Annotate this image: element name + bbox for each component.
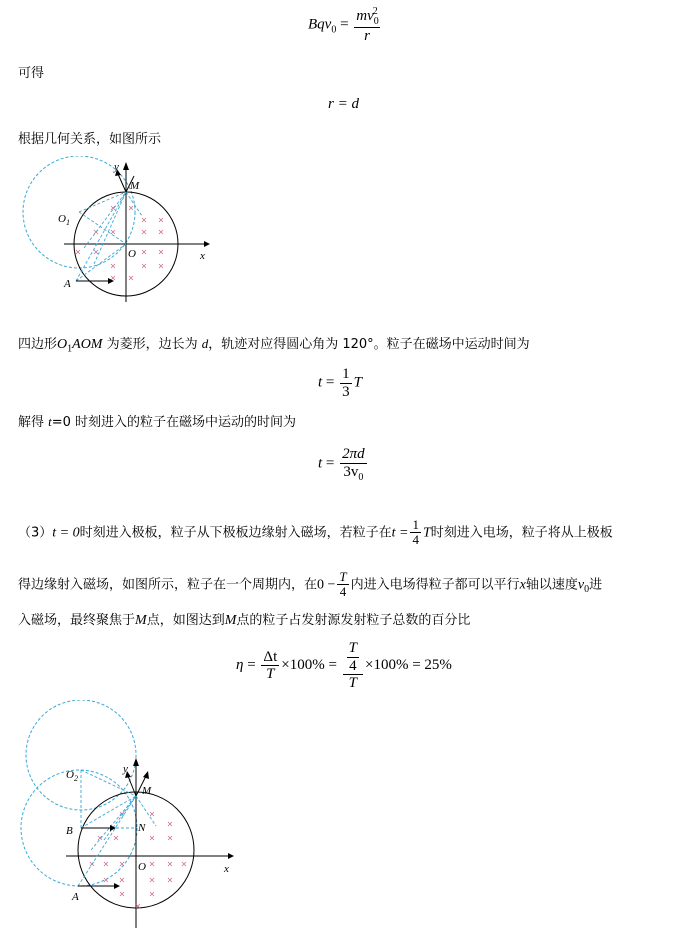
para3-line3-a: 入磁场，最终聚焦于 [18, 613, 136, 628]
text-geometry-intro: 根据几何关系，如图所示 [18, 132, 162, 147]
para3-line2-v-sub: 0 [584, 583, 590, 595]
fig2-y-arrow-icon [133, 758, 139, 766]
text4-pre: 解得 [18, 415, 49, 430]
para3-line1-T: T [422, 525, 431, 541]
para3-line3-m: M [135, 613, 147, 628]
para3-line3 [18, 612, 470, 630]
eq3-num: 1 [342, 366, 350, 382]
text-solve-time [18, 414, 296, 432]
text4-post: =0 时刻进入的粒子在磁场中运动的时间为 [51, 415, 297, 430]
eq1-equals: = [340, 16, 349, 33]
para3-line1-c: 时刻进入极板，粒子从下极板边缘射入磁场，若粒子在 [79, 525, 392, 541]
text-kede: 可得 [18, 66, 45, 81]
para3-line1-num: 1 [412, 517, 419, 532]
text4-t: t [48, 414, 52, 429]
fig1-label-o1: $O_1$ [58, 213, 70, 227]
eq1-lhs-sub: 0 [331, 24, 337, 36]
text-rhombus-description [18, 336, 530, 356]
fig2-label-o2: $O_2$ [66, 769, 78, 783]
eq3-tail: T [353, 374, 362, 391]
eq1-num-sup: 2 [372, 6, 378, 17]
eq5-times2: ×100% = 25% [365, 657, 452, 674]
eq1-den: r [364, 28, 370, 44]
text3-pre: 四边形 [18, 337, 58, 352]
fig2-x-arrow-icon [228, 853, 234, 859]
eq1-lhs: Bqv [308, 16, 332, 33]
eq3-fraction [340, 366, 352, 400]
figure-1-trajectory-diagram [14, 156, 214, 306]
eq4-den: 3v [343, 463, 359, 480]
eq5-f2-num-den: 4 [349, 657, 357, 674]
equation-t-one-third-T [318, 366, 362, 400]
equation-r-equals-d: r = d [328, 96, 359, 112]
para3-line2-b: 0 − [317, 577, 336, 593]
fig2-label-o: O [138, 861, 146, 873]
eq5-fraction-2 [343, 640, 363, 692]
fig1-label-x: x [200, 250, 205, 262]
eq1-num: mv [356, 8, 374, 24]
fig2-label-x: x [224, 863, 229, 875]
fig1-label-o: O [128, 248, 136, 260]
text3-post2: ，轨迹对应得圆心角为 120°。粒子在磁场中运动时间为 [208, 337, 530, 352]
para3-line2-num: T [339, 569, 347, 584]
eq4-fraction [340, 446, 367, 483]
eq3-equals: = [325, 374, 335, 391]
fig2-velocity-arrow-m-left [128, 776, 136, 796]
equation-lorentz-centripetal [308, 6, 382, 45]
fig2-label-a: A [72, 891, 79, 903]
para3-line2-fraction [337, 570, 348, 600]
fig2-label-b: B [66, 825, 73, 837]
fig2-label-n: N [138, 822, 146, 834]
fig2-dashed-orbit-lower [21, 770, 137, 886]
eq4-lhs: t [318, 455, 323, 472]
fig1-arrowhead-a-icon [108, 278, 114, 284]
para3-line2-d: 轴以速度 [525, 577, 578, 593]
eq3-den: 3 [342, 383, 350, 400]
fig2-arrowhead-a-icon [114, 883, 120, 889]
para3-line1-den: 4 [412, 532, 419, 548]
equation-eta-percentage [236, 640, 452, 692]
para3-line1-t0: t = 0 [52, 525, 80, 541]
para3-line3-c: 点的粒子占发射源发射粒子总数的百分比 [236, 613, 471, 628]
para3-line2-c: 内进入电场得粒子都可以平行 [350, 577, 520, 593]
fig2-arrowhead-b-icon [110, 825, 116, 831]
eq5-times1: ×100% = [281, 657, 337, 674]
eq4-equals: = [325, 455, 335, 472]
text3-math-sub: 1 [67, 343, 73, 355]
fig1-field-crosses [76, 206, 163, 280]
eq5-f1-den: T [266, 666, 275, 683]
para3-line1-a: （3） [18, 525, 53, 541]
fig1-label-y: y [114, 161, 119, 173]
eq4-num: 2πd [342, 446, 365, 462]
text3-d: d [201, 336, 209, 351]
para3-line1-fraction [410, 518, 421, 548]
para3-line2-den: 4 [339, 584, 347, 600]
para3-line2-e: 进 [589, 577, 603, 593]
eq1-num-sub: 0 [373, 16, 379, 27]
fig2-label-y: y [123, 763, 128, 775]
eq5-f1-num: Δt [263, 648, 278, 665]
eq5-fraction-1 [261, 649, 279, 683]
eq5-f2-den: T [348, 675, 358, 691]
equation-t-2pid-3v0 [318, 446, 369, 483]
text3-math-o: O [57, 337, 68, 352]
eq5-f2-num-num: T [348, 640, 358, 656]
text3-post: 为菱形，边长为 [102, 337, 202, 352]
para3-line1-t: t = [391, 525, 409, 541]
fig1-y-arrow-icon [123, 162, 129, 170]
fig1-label-m: M [130, 180, 140, 192]
fig2-arrowhead-m-right-icon [143, 771, 149, 779]
para3-line3-b: 点，如图达到 [146, 613, 225, 628]
para3-line3-m2: M [224, 613, 237, 628]
eq1-fraction [354, 6, 380, 45]
eq4-den-sub: 0 [358, 471, 364, 483]
fig2-label-m: M [142, 785, 152, 797]
fig1-label-a: A [64, 278, 71, 290]
text3-math-aom: AOM [72, 337, 103, 352]
eq5-inner-fraction [347, 640, 359, 674]
fig1-x-arrow-icon [204, 241, 210, 247]
eq5-lhs: η [236, 657, 244, 674]
para3-line2-v: v [577, 577, 585, 593]
para3-line1 [18, 518, 613, 548]
fig2-dashed-orbit-upper [26, 700, 136, 810]
eq3-lhs: t [318, 374, 323, 391]
para3-line2-a: 得边缘射入磁场，如图所示，粒子在一个周期内，在 [18, 577, 318, 593]
para3-line2-x: x [519, 577, 526, 593]
figure-2-focusing-diagram [16, 700, 246, 932]
para3-line2 [18, 570, 602, 600]
eq5-equals: = [247, 657, 256, 674]
para3-line1-f: 时刻进入电场，粒子将从上极板 [430, 525, 613, 541]
